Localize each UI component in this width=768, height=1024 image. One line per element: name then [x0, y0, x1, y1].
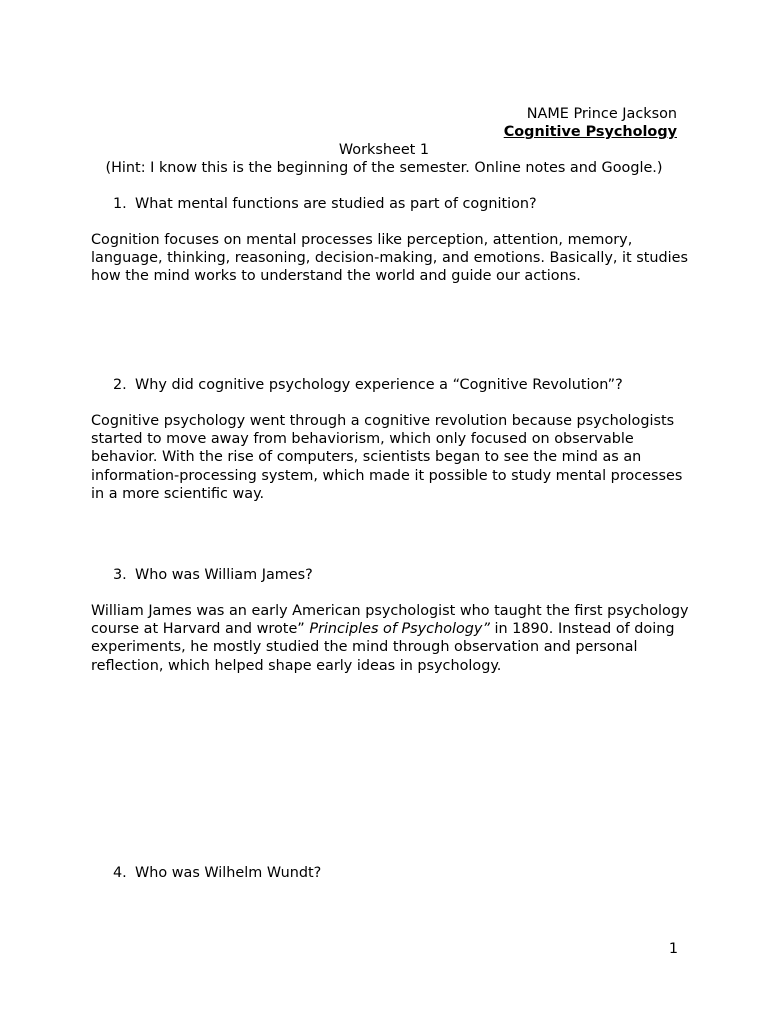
question-text: Why did cognitive psychology experience a “Cognitive Revolution”?: [135, 377, 623, 393]
book-title: Principles of Psychology”: [304, 621, 490, 638]
course-title: Cognitive Psychology: [503, 124, 677, 140]
question-text: What mental functions are studied as part of cognition?: [135, 196, 537, 212]
answer-text: [91, 602, 691, 675]
question-text: Who was Wilhelm Wundt?: [135, 865, 322, 881]
question-number: 3.: [113, 567, 127, 583]
question-1: [113, 195, 537, 213]
question-4: [113, 864, 321, 882]
question-3: [113, 566, 313, 584]
question-text: Who was William James?: [135, 567, 313, 583]
answer-text: Cognition focuses on mental processes like perception, attention, memory, language, thinking, reasoning, decision-making, and emotions. Basically, it studies how the mind works to understand the world and guide our actions.: [91, 232, 689, 285]
answer-text: Cognitive psychology went through a cognitive revolution because psychologists started to move away from behaviorism, which only focused on observable behavior. With the rise of computers, scientists began to see the mind as an information-processing system, which made it possible to study mental processes in a more scientific way.: [91, 413, 683, 502]
answer-1: [91, 231, 691, 286]
answer-text-part: William James was an early American psychologist who taught the first psychology course at Harvard and wrote”: [91, 603, 689, 638]
answer-2: [91, 412, 691, 503]
answer-text-part: in 1890. Instead of doing experiments, he mostly studied the mind through observation and personal reflection, which helped shape early ideas in psychology.: [91, 621, 675, 674]
question-2: [113, 376, 623, 394]
student-name: NAME Prince Jackson: [526, 106, 677, 122]
page-number: 1: [668, 941, 678, 957]
hint-text: (Hint: I know this is the beginning of the semester. Online notes and Google.): [105, 160, 663, 176]
question-number: 2.: [113, 377, 127, 393]
worksheet-title: Worksheet 1: [338, 142, 430, 158]
answer-3: [91, 602, 691, 675]
question-number: 1.: [113, 196, 127, 212]
question-number: 4.: [113, 865, 127, 881]
